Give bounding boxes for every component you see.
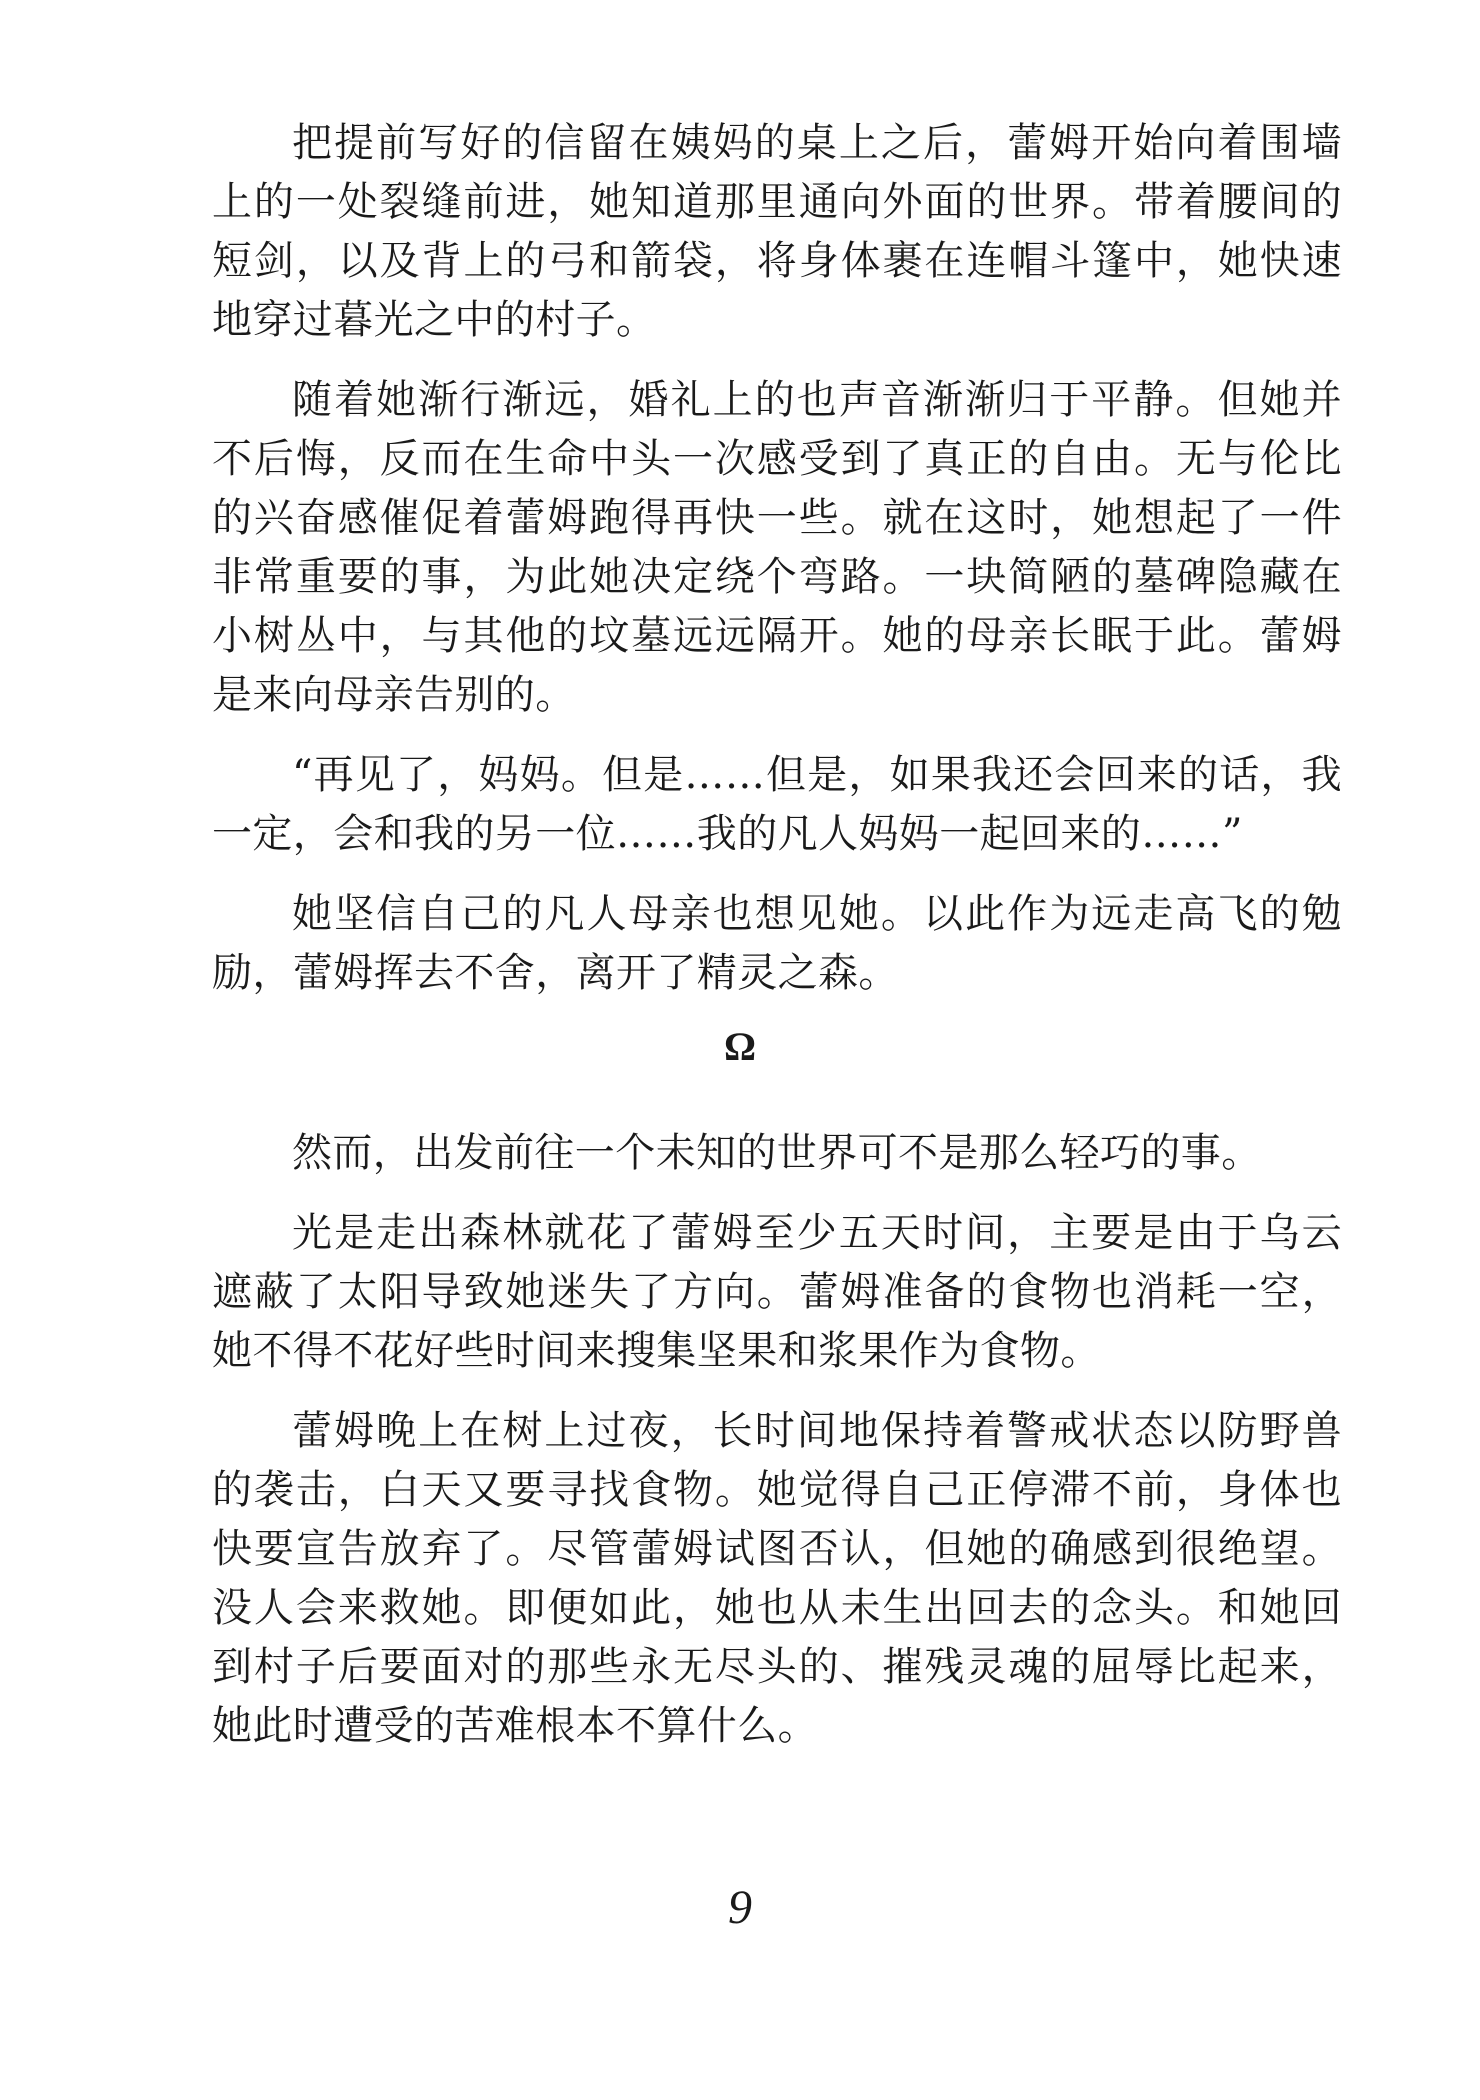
section-separator: Ω: [723, 1024, 757, 1069]
paragraph: 她坚信自己的凡人母亲也想见她。以此作为远走高飞的勉励，蕾姆挥去不舍，离开了精灵之森。: [212, 891, 1342, 996]
paragraph: 蕾姆晚上在树上过夜，长时间地保持着警戒状态以防野兽的袭击，白天又要寻找食物。她觉得自己正停滞不前，身体也快要宣告放弃了。尽管蕾姆试图否认，但她的确感到很绝望。没人会来救她。即便如此，她也从未生出回去的念头。和她回到村子后要面对的那些永无尽头的、摧残灵魂的屈辱比起来，她此时遭受的苦难根本不算什么。: [212, 1408, 1342, 1749]
text-block-after-separator: [212, 1124, 1342, 1756]
paragraph: 把提前写好的信留在姨妈的桌上之后，蕾姆开始向着围墙上的一处裂缝前进，她知道那里通向外面的世界。带着腰间的短剑，以及背上的弓和箭袋，将身体裹在连帽斗篷中，她快速地穿过暮光之中的村子。: [212, 120, 1342, 343]
paragraph: 随着她渐行渐远，婚礼上的也声音渐渐归于平静。但她并不后悔，反而在生命中头一次感受到了真正的自由。无与伦比的兴奋感催促着蕾姆跑得再快一些。就在这时，她想起了一件非常重要的事，为此她决定绕个弯路。一块简陋的墓碑隐藏在小树丛中，与其他的坟墓远远隔开。她的母亲长眠于此。蕾姆是来向母亲告别的。: [212, 377, 1342, 718]
paragraph: 光是走出森林就花了蕾姆至少五天时间，主要是由于乌云遮蔽了太阳导致她迷失了方向。蕾姆准备的食物也消耗一空，她不得不花好些时间来搜集坚果和浆果作为食物。: [212, 1210, 1342, 1374]
paragraph: 然而，出发前往一个未知的世界可不是那么轻巧的事。: [292, 1130, 1262, 1176]
page-number: 9: [728, 1881, 752, 1934]
paragraph: “再见了，妈妈。但是……但是，如果我还会回来的话，我一定，会和我的另一位……我的凡人妈妈一起回来的……”: [212, 752, 1342, 857]
text-block-before-separator: [212, 114, 1342, 1003]
